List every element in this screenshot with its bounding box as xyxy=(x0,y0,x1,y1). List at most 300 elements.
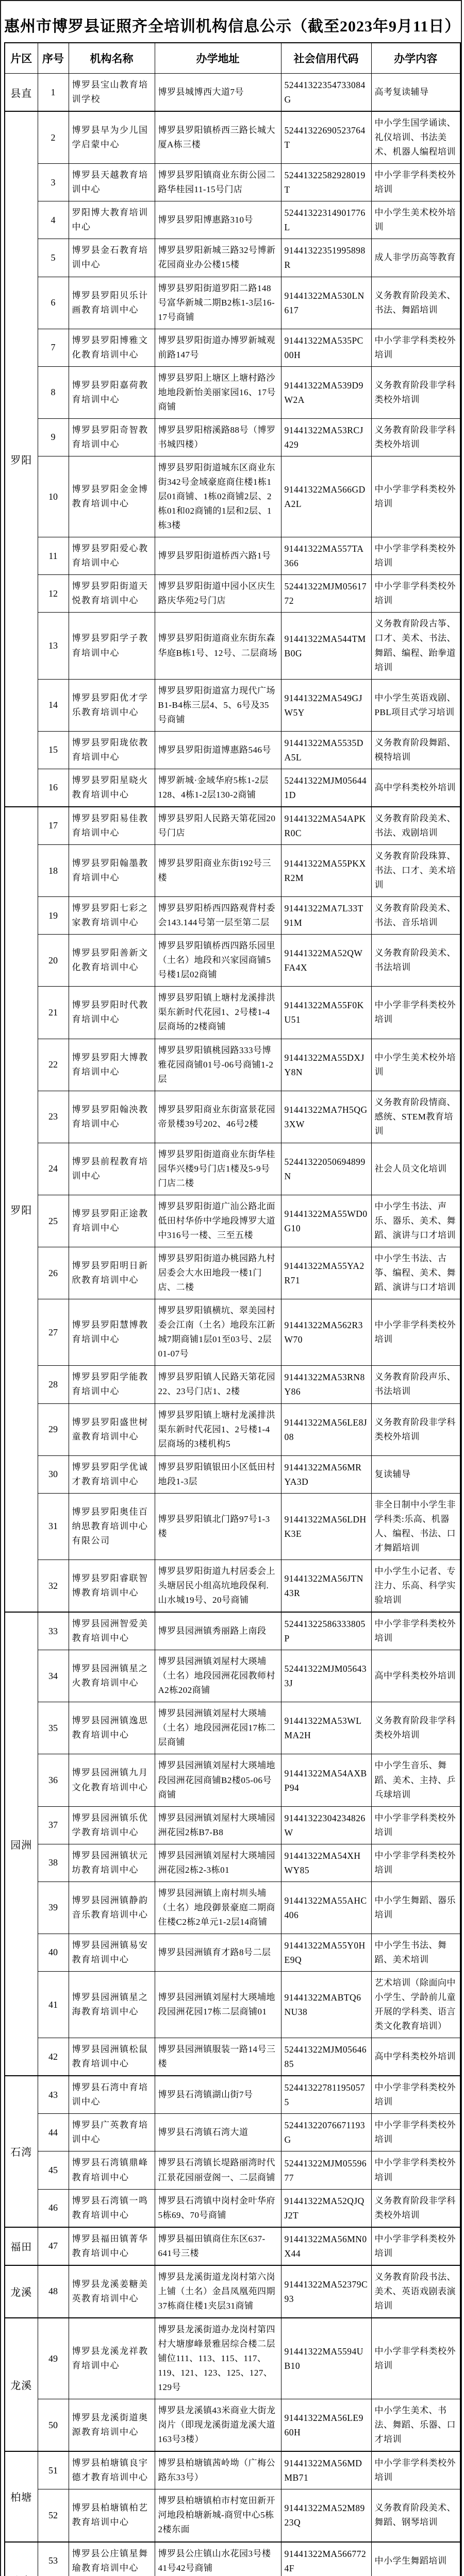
content-cell: 义务教育阶段非学科类校外培训 xyxy=(371,1702,460,1754)
district-cell: 福田 xyxy=(5,2227,38,2265)
institution-name-cell: 博罗县龙溪街道奥源教育培训中心 xyxy=(69,2399,155,2452)
address-cell: 博罗县福田镇商住东区637-641号三楼 xyxy=(155,2227,281,2265)
credit-code-cell: 91441322MA557TA366 xyxy=(281,537,371,575)
serial-cell: 9 xyxy=(38,418,69,456)
address-cell: 博罗县罗阳街道博惠路546号 xyxy=(155,731,281,769)
content-cell: 中小学生小记者、专注力、乐高、科学实验培训 xyxy=(371,1560,460,1612)
content-cell: 中小学生书法、古筝、编程、美术、舞蹈、演讲与口才培训 xyxy=(371,1247,460,1299)
institution-name-cell: 博罗县罗阳嘉荷教育培训中心 xyxy=(69,366,155,418)
table-row xyxy=(5,456,460,537)
credit-code-cell: 91441322351995898R xyxy=(281,239,371,277)
institution-name-cell: 博罗县石湾中育培训中心 xyxy=(69,2076,155,2114)
header-district: 片区 xyxy=(5,43,38,74)
credit-code-cell: 52441322076671193G xyxy=(281,2114,371,2151)
credit-code-cell: 52441322314901776L xyxy=(281,201,371,239)
serial-cell: 6 xyxy=(38,277,69,329)
credit-code-cell: 91441322MA539D9W2A xyxy=(281,366,371,418)
content-cell: 中小学非学科类校外培训 xyxy=(371,1299,460,1366)
serial-cell: 49 xyxy=(38,2318,69,2399)
address-cell: 博罗县石湾镇长堤路丽湾时代江景花园丽壹阁一、二层商铺 xyxy=(155,2151,281,2189)
serial-cell: 44 xyxy=(38,2114,69,2151)
institution-name-cell: 博罗县罗阳时代教育培训中心 xyxy=(69,987,155,1039)
serial-cell: 15 xyxy=(38,731,69,769)
table-row xyxy=(5,575,460,613)
address-cell: 博罗县罗阳街道商业东街华桂园华兴楼9号门店1楼及5-9号门店二楼 xyxy=(155,1143,281,1195)
content-cell: 中小学非学科类校外培训 xyxy=(371,1844,460,1882)
credit-code-cell: 91441322MA55DXJY8N xyxy=(281,1039,371,1091)
table-row xyxy=(5,1143,460,1195)
serial-cell: 33 xyxy=(38,1612,69,1650)
credit-code-cell: 91441322MA530LN617 xyxy=(281,277,371,329)
address-cell: 博罗新城·金域华府5栋1-2层128、4栋1-2层130-2商铺 xyxy=(155,769,281,807)
institution-name-cell: 博罗县龙溪姜糖美英教育培训中心 xyxy=(69,2265,155,2318)
institution-name-cell: 博罗县龙溪龙祥教育培训中心 xyxy=(69,2318,155,2399)
table-row xyxy=(5,731,460,769)
content-cell: 义务教育阶段美术、舞蹈、钢琴培训 xyxy=(371,2489,460,2542)
content-cell: 艺术培训（除面向中小学生、学龄前儿童开展的学科类、语言类文化教育培训） xyxy=(371,1972,460,2038)
credit-code-cell: 91441322MA55PKXR2M xyxy=(281,845,371,897)
district-cell xyxy=(5,2542,38,2576)
institution-name-cell: 博罗县罗阳明日新欣教育培训中心 xyxy=(69,1247,155,1299)
institution-name-cell: 博罗县罗阳街道天悦教育培训中心 xyxy=(69,575,155,613)
table-row xyxy=(5,2318,460,2399)
address-cell: 博罗县柏塘镇茜岭坳（广梅公路东33号） xyxy=(155,2451,281,2489)
table-row xyxy=(5,2114,460,2151)
table-row xyxy=(5,1091,460,1143)
credit-code-cell: 91441322MA52QJQJ2T xyxy=(281,2189,371,2227)
address-cell: 博罗县罗阳街道罗阳二路148号富华新城二期B2栋1-3层16-17号商铺 xyxy=(155,277,281,329)
table-header-row xyxy=(5,43,460,74)
content-cell: 义务教育阶段非学科类校外培训 xyxy=(371,1403,460,1455)
address-cell: 博罗县园洲镇刘屋村大瑛埔园洲花园2栋2-3栋01 xyxy=(155,1844,281,1882)
serial-cell: 11 xyxy=(38,537,69,575)
serial-cell: 29 xyxy=(38,1403,69,1455)
content-cell: 中小学生音乐、舞蹈、美术、主持、乒乓球培训 xyxy=(371,1754,460,1806)
content-cell: 中小学非学科类校外培训 xyxy=(371,2318,460,2399)
credit-code-cell: 91441322MA55WD0G10 xyxy=(281,1195,371,1247)
credit-code-cell: 91441322MA55YA2R71 xyxy=(281,1247,371,1299)
content-cell: 中小学非学科类校外培训 xyxy=(371,2114,460,2151)
credit-code-cell: 91441322MA52M8923Q xyxy=(281,2489,371,2542)
table-row xyxy=(5,164,460,201)
serial-cell: 16 xyxy=(38,769,69,807)
credit-code-cell: 52441322MJM0564685 xyxy=(281,2038,371,2076)
credit-code-cell: 91441322304234826W xyxy=(281,1806,371,1844)
credit-code-cell: 91441322MA7H5QG3XW xyxy=(281,1091,371,1143)
serial-cell: 28 xyxy=(38,1366,69,1403)
credit-code-cell: 52441322582928019T xyxy=(281,164,371,201)
serial-cell: 22 xyxy=(38,1039,69,1091)
table-row xyxy=(5,1844,460,1882)
credit-code-cell: 52441322586333805P xyxy=(281,1612,371,1650)
table-row xyxy=(5,1612,460,1650)
credit-code-cell: 91441322MA53RCJ429 xyxy=(281,418,371,456)
address-cell: 博罗县罗阳街道城东区商业东街342号金域豪庭商住楼1栋1层01商铺、1栋02商铺2层、2栋01和02商铺的1层和2层、1栋3楼 xyxy=(155,456,281,537)
table-row xyxy=(5,1455,460,1493)
credit-code-cell: 91441322MA54XHWY85 xyxy=(281,1844,371,1882)
table-row xyxy=(5,987,460,1039)
content-cell: 复读辅导 xyxy=(371,1455,460,1493)
serial-cell: 32 xyxy=(38,1560,69,1612)
table-row xyxy=(5,537,460,575)
table-row xyxy=(5,1972,460,2038)
institution-name-cell: 博罗县园洲智爱美教育培训中心 xyxy=(69,1612,155,1650)
table-row xyxy=(5,2542,460,2576)
institution-name-cell: 博罗县石湾镇鼎峰教育培训中心 xyxy=(69,2151,155,2189)
serial-cell: 40 xyxy=(38,1934,69,1971)
address-cell: 博罗县园洲镇刘屋村大瑛埔园洲花园2栋B7-B8 xyxy=(155,1806,281,1844)
address-cell: 博罗县城博西大道7号 xyxy=(155,74,281,112)
institution-name-cell: 博罗县天越教育培训中心 xyxy=(69,164,155,201)
credit-code-cell: 91441322MA549GJW5Y xyxy=(281,679,371,731)
address-cell: 博罗县罗阳街道办博罗新城观前路147号 xyxy=(155,329,281,366)
credit-code-cell: 91441322MA56LE960H xyxy=(281,2399,371,2452)
table-row xyxy=(5,201,460,239)
institution-name-cell: 博罗县罗阳珑依教育培训中心 xyxy=(69,731,155,769)
credit-code-cell: 91441322MABTQ6NU38 xyxy=(281,1972,371,2038)
serial-cell: 4 xyxy=(38,201,69,239)
training-institutions-table xyxy=(4,42,461,2576)
institution-name-cell: 博罗县园洲镇易安教育培训中心 xyxy=(69,1934,155,1971)
content-cell: 中小学非学科类校外培训 xyxy=(371,456,460,537)
address-cell: 博罗县罗阳街道九村居委会上头塘居民小组高坑地段保利.山水城19号、20号商铺 xyxy=(155,1560,281,1612)
address-cell: 博罗县罗阳镇银田小区低田村地段1-3层 xyxy=(155,1455,281,1493)
credit-code-cell: 91441322MA54APKR0C xyxy=(281,807,371,845)
institution-name-cell: 博罗县柏塘镇良宇德才教育培训中心 xyxy=(69,2451,155,2489)
content-cell: 中小学非学科类校外培训 xyxy=(371,164,460,201)
address-cell: 博罗县罗阳榕溪路88号（博罗书城四楼） xyxy=(155,418,281,456)
institution-name-cell: 博罗县柏塘镇柏艺教育培训中心 xyxy=(69,2489,155,2542)
serial-cell: 36 xyxy=(38,1754,69,1806)
institution-name-cell: 博罗县罗阳慧博教育培训中心 xyxy=(69,1299,155,1366)
credit-code-cell: 91441322MA535PC00H xyxy=(281,329,371,366)
address-cell: 博罗县罗阳商业东街192号三楼 xyxy=(155,845,281,897)
credit-code-cell: 52441322MJM0561772 xyxy=(281,575,371,613)
institution-name-cell: 博罗县罗阳七彩之家教育培训中心 xyxy=(69,897,155,935)
institution-name-cell: 博罗县罗阳善新文化教育培训中心 xyxy=(69,935,155,987)
table-row xyxy=(5,2265,460,2318)
address-cell: 博罗县罗阳街道中园小区庆生路庆华苑2号门店 xyxy=(155,575,281,613)
institution-name-cell: 博罗县罗阳金金博教育培训中心 xyxy=(69,456,155,537)
table-row xyxy=(5,111,460,164)
credit-code-cell: 91441322MA53WLMA2H xyxy=(281,1702,371,1754)
content-cell: 高考复读辅导 xyxy=(371,74,460,112)
serial-cell: 21 xyxy=(38,987,69,1039)
credit-code-cell: 91441322MA55F0KU51 xyxy=(281,987,371,1039)
content-cell: 中小学生舞蹈、器乐培训 xyxy=(371,1882,460,1934)
serial-cell: 8 xyxy=(38,366,69,418)
table-row xyxy=(5,1299,460,1366)
content-cell: 中小学非学科类校外培训 xyxy=(371,329,460,366)
table-row xyxy=(5,2038,460,2076)
page-title: 惠州市博罗县证照齐全培训机构信息公示（截至2023年9月11日） xyxy=(1,1,461,42)
serial-cell: 47 xyxy=(38,2227,69,2265)
address-cell: 博罗县罗阳街道商业东街东森华庭B栋1号、12号、二层商场 xyxy=(155,613,281,679)
institution-name-cell: 博罗县罗阳贝乐计画教育培训中心 xyxy=(69,277,155,329)
content-cell: 义务教育阶段美术、书法、舞蹈培训 xyxy=(371,277,460,329)
institution-name-cell: 博罗县金石教育培训中心 xyxy=(69,239,155,277)
table-row xyxy=(5,418,460,456)
table-row xyxy=(5,366,460,418)
institution-name-cell: 博罗县罗阳大博教育培训中心 xyxy=(69,1039,155,1091)
credit-code-cell: 91441322MA566GDA2L xyxy=(281,456,371,537)
institution-name-cell: 博罗县早为少儿国学启蒙中心 xyxy=(69,111,155,164)
table-row xyxy=(5,1560,460,1612)
address-cell: 博罗县园洲镇刘屋村大瑛埔（土名）地段园洲花园教师村A2栋202商铺 xyxy=(155,1650,281,1702)
content-cell: 中小学生英语戏剧、PBL项目式学习培训 xyxy=(371,679,460,731)
address-cell: 博罗县罗阳新城三路32号博新花园商业办公楼15楼 xyxy=(155,239,281,277)
serial-cell: 27 xyxy=(38,1299,69,1366)
table-row xyxy=(5,2399,460,2452)
credit-code-cell: 91441322MA54AXBP94 xyxy=(281,1754,371,1806)
credit-code-cell: 91441322MA56LE8J08 xyxy=(281,1403,371,1455)
content-cell: 中小学非学科类校外培训 xyxy=(371,2451,460,2489)
credit-code-cell: 91441322MA56MN0X44 xyxy=(281,2227,371,2265)
content-cell: 成人非学历高等教育 xyxy=(371,239,460,277)
header-address: 办学地址 xyxy=(155,43,281,74)
institution-name-cell: 博罗县宝山教育培训学校 xyxy=(69,74,155,112)
credit-code-cell: 91441322MA5535DA5L xyxy=(281,731,371,769)
table-row xyxy=(5,1650,460,1702)
institution-name-cell: 博罗县罗阳学子教育培训中心 xyxy=(69,613,155,679)
table-row xyxy=(5,2227,460,2265)
address-cell: 博罗县罗阳街道富力现代广场B1-B4栋三层4、5、6号及35号商铺 xyxy=(155,679,281,731)
content-cell: 中小学非学科类校外培训 xyxy=(371,537,460,575)
serial-cell: 19 xyxy=(38,897,69,935)
credit-code-cell: 52441322MJM056441D xyxy=(281,769,371,807)
institution-name-cell: 博罗县前程教育培训中心 xyxy=(69,1143,155,1195)
serial-cell: 48 xyxy=(38,2265,69,2318)
table-row xyxy=(5,1493,460,1560)
table-row xyxy=(5,845,460,897)
institution-name-cell: 博罗县广英教育培训中心 xyxy=(69,2114,155,2151)
address-cell: 博罗县园洲镇服装一路14号三楼 xyxy=(155,2038,281,2076)
table-row xyxy=(5,897,460,935)
address-cell: 博罗县罗阳博惠路310号 xyxy=(155,201,281,239)
credit-code-cell: 91441322MA52QWFA4X xyxy=(281,935,371,987)
serial-cell: 51 xyxy=(38,2451,69,2489)
table-row xyxy=(5,2189,460,2227)
content-cell: 中小学非学科类校外培训 xyxy=(371,1612,460,1650)
header-institution-name: 机构名称 xyxy=(69,43,155,74)
table-row xyxy=(5,2151,460,2189)
credit-code-cell: 91441322MA55Y0HE9Q xyxy=(281,1934,371,1971)
content-cell: 中小学非学科类校外培训 xyxy=(371,1806,460,1844)
institution-name-cell: 博罗县福田镇菁华教育培训中心 xyxy=(69,2227,155,2265)
address-cell: 博罗县园洲镇育才路8号二层 xyxy=(155,1934,281,1971)
serial-cell: 13 xyxy=(38,613,69,679)
credit-code-cell: 91441322MA56MRYA3D xyxy=(281,1455,371,1493)
institution-name-cell: 博罗县罗阳博雅文化教育培训中心 xyxy=(69,329,155,366)
credit-code-cell: 91441322MA56MDMB71 xyxy=(281,2451,371,2489)
content-cell: 高中学科类校外培训 xyxy=(371,1650,460,1702)
content-cell: 中小学生国学诵读、礼仪培训、书法美术、机器人编程培训 xyxy=(371,111,460,164)
serial-cell: 20 xyxy=(38,935,69,987)
address-cell: 博罗县罗阳镇桥西三路长城大厦A栋三楼 xyxy=(155,111,281,164)
district-cell: 石湾 xyxy=(5,2076,38,2227)
content-cell: 义务教育阶段美术、书法、戏剧培训 xyxy=(371,807,460,845)
serial-cell: 35 xyxy=(38,1702,69,1754)
serial-cell: 45 xyxy=(38,2151,69,2189)
serial-cell: 52 xyxy=(38,2489,69,2542)
header-credit-code: 社会信用代码 xyxy=(281,43,371,74)
address-cell: 博罗县公庄镇山水花园3号楼41号42号商铺 xyxy=(155,2542,281,2576)
credit-code-cell: 91441322MA56LDHK3E xyxy=(281,1493,371,1560)
content-cell: 中小学生书法、舞蹈、美术培训 xyxy=(371,1934,460,1971)
district-cell: 龙溪 xyxy=(5,2265,38,2318)
institution-name-cell: 博罗县园洲镇静韵音乐教育培训中心 xyxy=(69,1882,155,1934)
address-cell: 博罗县罗阳镇桃园路333号博雅花园商铺01号-06号商铺1-2层 xyxy=(155,1039,281,1091)
table-row xyxy=(5,2489,460,2542)
credit-code-cell: 91441322MA56JTN43R xyxy=(281,1560,371,1612)
credit-code-cell: 52441322MJM056433J xyxy=(281,1650,371,1702)
serial-cell: 12 xyxy=(38,575,69,613)
serial-cell: 50 xyxy=(38,2399,69,2452)
address-cell: 博罗县罗阳桥西四路观背村委会143.144号第一层至第二层 xyxy=(155,897,281,935)
address-cell: 博罗县罗阳街道广汕公路北面低田村华侨中学地段博罗大道中316号一楼、三至五楼 xyxy=(155,1195,281,1247)
serial-cell: 39 xyxy=(38,1882,69,1934)
institution-name-cell: 博罗县园洲镇九月文化教育培训中心 xyxy=(69,1754,155,1806)
address-cell: 博罗县园洲镇刘屋村大瑛埔（土名）地段园洲花园17栋二层商铺 xyxy=(155,1702,281,1754)
institution-name-cell: 博罗县罗阳翰泱教育培训中心 xyxy=(69,1091,155,1143)
address-cell: 博罗县柏塘镇柏市村宽田新开河地段柏塘新城-商贸中心5栋2楼东面 xyxy=(155,2489,281,2542)
content-cell: 义务教育阶段珠算、书法、口才、美术培训 xyxy=(371,845,460,897)
district-cell: 罗阳 xyxy=(5,807,38,1612)
content-cell: 中小学非学科类校外培训 xyxy=(371,2151,460,2189)
content-cell: 义务教育阶段非学科类校外培训 xyxy=(371,2189,460,2227)
serial-cell: 42 xyxy=(38,2038,69,2076)
content-cell: 义务教育阶段情商、感统、STEM教育培训 xyxy=(371,1091,460,1143)
table-row xyxy=(5,277,460,329)
institution-name-cell: 博罗县园洲镇松鼠教育培训中心 xyxy=(69,2038,155,2076)
institution-name-cell: 博罗县罗阳优才学乐教育培训中心 xyxy=(69,679,155,731)
content-cell: 义务教育阶段非学科类校外培训 xyxy=(371,418,460,456)
address-cell: 博罗县园洲镇秀丽路上南段 xyxy=(155,1612,281,1650)
credit-code-cell: 91441322MA562R3W70 xyxy=(281,1299,371,1366)
content-cell: 义务教育阶段非学科类校外培训 xyxy=(371,366,460,418)
address-cell: 博罗县罗阳人民路天第花园20号门店 xyxy=(155,807,281,845)
address-cell: 博罗县罗阳街道桥西六路1号 xyxy=(155,537,281,575)
table-row xyxy=(5,613,460,679)
content-cell: 义务教育阶段美术、书法培训 xyxy=(371,935,460,987)
address-cell: 博罗县罗阳镇上塘村龙溪排洪渠东新时代花园1、2号楼1-4层商场的3楼机构5 xyxy=(155,1403,281,1455)
institution-name-cell: 博罗县园洲镇乐优学教育培训中心 xyxy=(69,1806,155,1844)
credit-code-cell: 52441322354733084G xyxy=(281,74,371,112)
table-row xyxy=(5,2451,460,2489)
credit-code-cell: 91441322MA53RN8Y86 xyxy=(281,1366,371,1403)
address-cell: 博罗县罗阳镇北门路97号1-3楼 xyxy=(155,1493,281,1560)
institution-name-cell: 博罗县罗阳星晓火教育培训中心 xyxy=(69,769,155,807)
institution-name-cell: 博罗县罗阳学能教育培训中心 xyxy=(69,1366,155,1403)
address-cell: 博罗县罗阳商业东街富景花园帝景楼39号202、46号2楼 xyxy=(155,1091,281,1143)
institution-name-cell: 博罗县罗阳正途教育培训中心 xyxy=(69,1195,155,1247)
institution-name-cell: 博罗县罗阳爱心教育培训中心 xyxy=(69,537,155,575)
serial-cell: 5 xyxy=(38,239,69,277)
table-row xyxy=(5,1882,460,1934)
institution-name-cell: 博罗县罗阳翰墨教育培训中心 xyxy=(69,845,155,897)
table-row xyxy=(5,1039,460,1091)
content-cell: 义务教育阶段声乐、书法培训 xyxy=(371,1366,460,1403)
content-cell: 非全日制中小学生非学科类:乐高、机器人、编程、书法、口才舞蹈培训 xyxy=(371,1493,460,1560)
district-cell: 县直 xyxy=(5,74,38,112)
serial-cell: 25 xyxy=(38,1195,69,1247)
content-cell: 中小学生舞蹈培训 xyxy=(371,2542,460,2576)
table-row xyxy=(5,239,460,277)
address-cell: 博罗县罗阳镇桥西四路乐园里（土名）地段和兴家园商铺5号楼1层02商铺 xyxy=(155,935,281,987)
table-body xyxy=(5,74,460,2576)
credit-code-cell: 91441322MA544TMB0G xyxy=(281,613,371,679)
address-cell: 博罗县石湾镇石湾大道 xyxy=(155,2114,281,2151)
address-cell: 博罗县罗阳镇人民路天第花园22、23号门店1、2楼 xyxy=(155,1366,281,1403)
credit-code-cell: 524413227811950575 xyxy=(281,2076,371,2114)
serial-cell: 30 xyxy=(38,1455,69,1493)
serial-cell: 37 xyxy=(38,1806,69,1844)
credit-code-cell: 91441322MA55AHC406 xyxy=(281,1882,371,1934)
address-cell: 博罗县罗阳镇商业东街公园二路华桂园11-15号门店 xyxy=(155,164,281,201)
institution-name-cell: 博罗县罗阳学优诚才教育培训中心 xyxy=(69,1455,155,1493)
address-cell: 博罗县罗阳镇上塘村龙溪排洪渠东新时代花园1、2号楼1-4层商场的2楼商铺 xyxy=(155,987,281,1039)
table-row xyxy=(5,2076,460,2114)
content-cell: 中小学生书法、声乐、器乐、美术、舞蹈、演讲与口才培训 xyxy=(371,1195,460,1247)
content-cell: 中小学非学科类校外培训 xyxy=(371,2227,460,2265)
serial-cell: 17 xyxy=(38,807,69,845)
table-row xyxy=(5,1934,460,1971)
credit-code-cell: 52441322690523764T xyxy=(281,111,371,164)
institution-name-cell: 博罗县公庄镇星舞瑜教育培训中心 xyxy=(69,2542,155,2576)
table-row xyxy=(5,1806,460,1844)
serial-cell: 34 xyxy=(38,1650,69,1702)
credit-code-cell: 91441322MA7L33T91M xyxy=(281,897,371,935)
address-cell: 博罗县龙溪街道办龙岗村第四村大塘廖峰景雅居综合楼二层铺位111、113、115、117、119、121、123、125、127、129号 xyxy=(155,2318,281,2399)
address-cell: 博罗县园洲镇刘屋村大瑛埔地段园洲花园商铺B2楼05-06号商铺 xyxy=(155,1754,281,1806)
content-cell: 中小学生美术、书法、舞蹈、乐器、口才培训 xyxy=(371,2399,460,2452)
serial-cell: 7 xyxy=(38,329,69,366)
content-cell: 中小学非学科类校外培训 xyxy=(371,575,460,613)
table-row xyxy=(5,1754,460,1806)
header-content: 办学内容 xyxy=(371,43,460,74)
serial-cell: 38 xyxy=(38,1844,69,1882)
serial-cell: 26 xyxy=(38,1247,69,1299)
district-cell: 柏塘 xyxy=(5,2451,38,2541)
serial-cell: 10 xyxy=(38,456,69,537)
serial-cell: 23 xyxy=(38,1091,69,1143)
institution-name-cell: 博罗县园洲镇星之火教育培训中心 xyxy=(69,1650,155,1702)
serial-cell: 46 xyxy=(38,2189,69,2227)
institution-name-cell: 罗阳博大教育培训中心 xyxy=(69,201,155,239)
serial-cell: 43 xyxy=(38,2076,69,2114)
address-cell: 博罗县罗阳上塘区上塘村路沙地地段新怡美丽家园16、17号商铺 xyxy=(155,366,281,418)
table-row xyxy=(5,679,460,731)
table-row xyxy=(5,935,460,987)
institution-name-cell: 博罗县园洲镇逸思教育培训中心 xyxy=(69,1702,155,1754)
serial-cell: 24 xyxy=(38,1143,69,1195)
content-cell: 中小学生美术校外培训 xyxy=(371,201,460,239)
institution-name-cell: 博罗县园洲镇状元坊教育培训中心 xyxy=(69,1844,155,1882)
content-cell: 社会人员文化培训 xyxy=(371,1143,460,1195)
table-row xyxy=(5,1702,460,1754)
address-cell: 博罗县罗阳街道办桃园路九村居委会大水田地段一楼1门店、二楼 xyxy=(155,1247,281,1299)
institution-name-cell: 博罗县园洲镇星之海教育培训中心 xyxy=(69,1972,155,2038)
table-row xyxy=(5,1403,460,1455)
table-row xyxy=(5,769,460,807)
credit-code-cell: 52441322050694899N xyxy=(281,1143,371,1195)
content-cell: 高中学科类校外培训 xyxy=(371,769,460,807)
content-cell: 中小学非学科类校外培训 xyxy=(371,2076,460,2114)
table-row xyxy=(5,329,460,366)
address-cell: 博罗县园洲镇刘屋村大瑛埔地段园洲花园17栋二层商铺01 xyxy=(155,1972,281,2038)
serial-cell: 3 xyxy=(38,164,69,201)
serial-cell: 14 xyxy=(38,679,69,731)
